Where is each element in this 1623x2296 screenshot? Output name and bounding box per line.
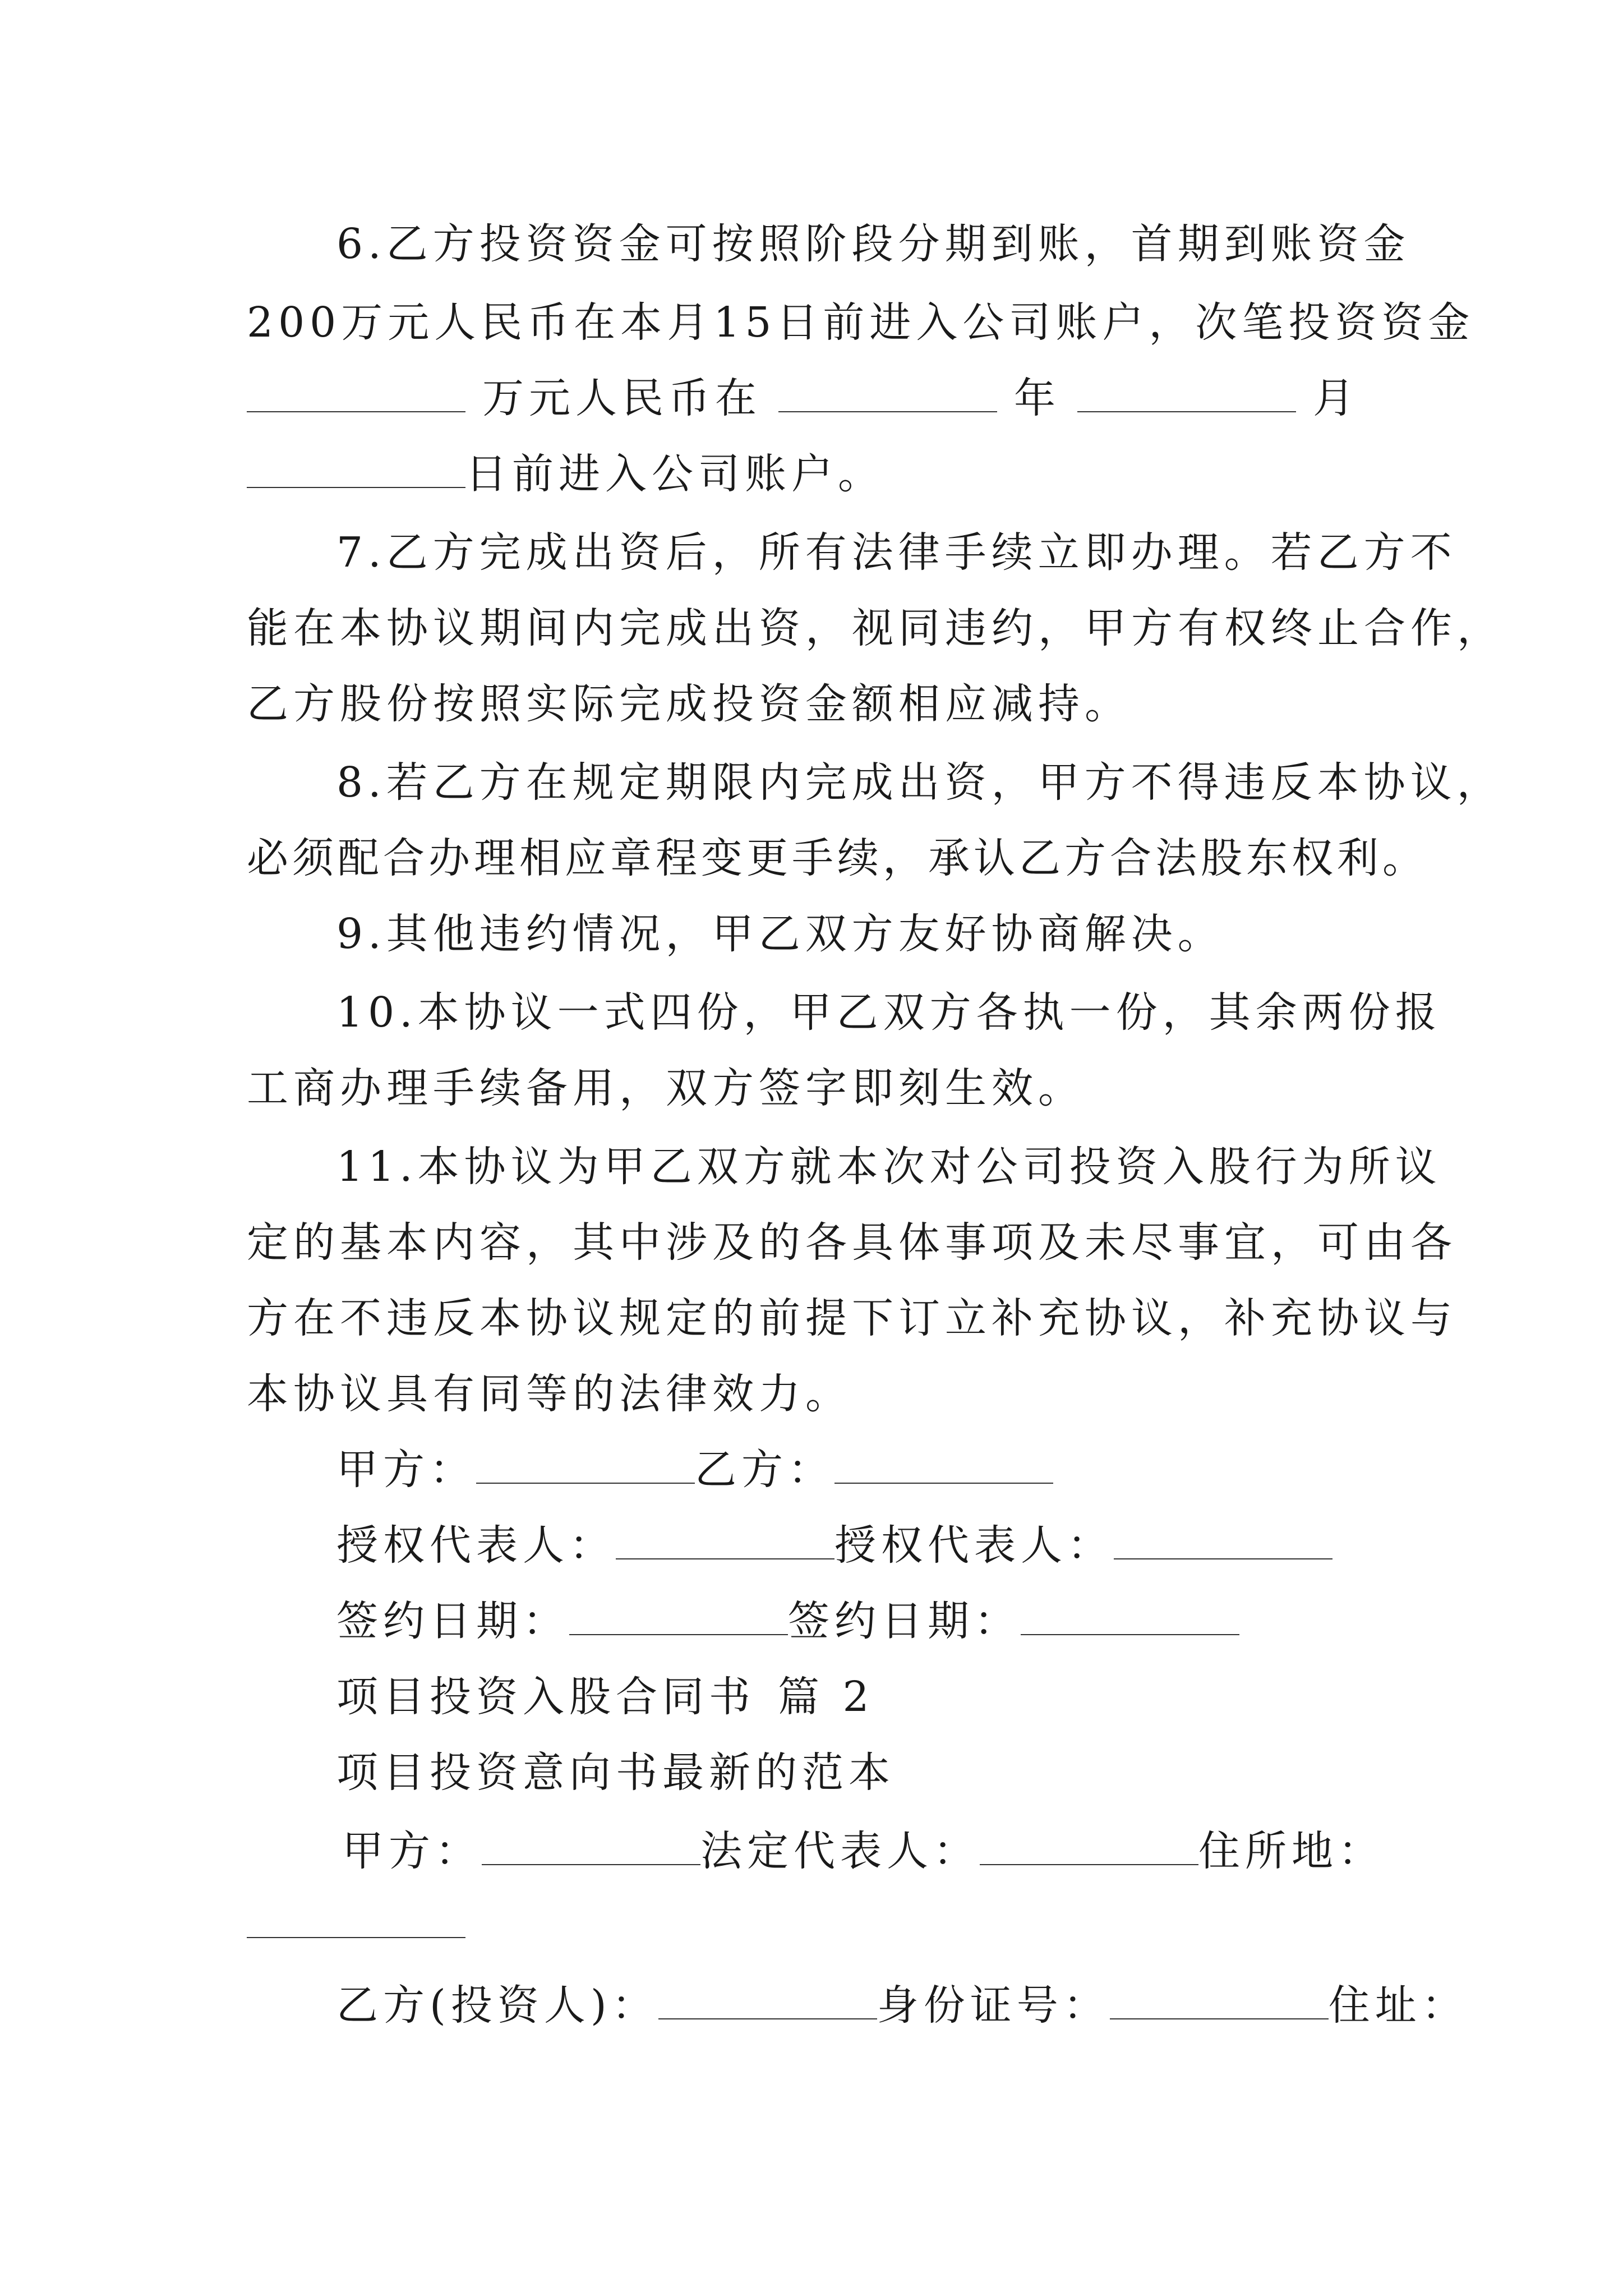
item6-line4-text: 日前进入公司账户。 <box>465 450 884 498</box>
item11-line1: 11.本协议为甲乙双方就本次对公司投资入股行为所议 <box>336 1143 1442 1191</box>
item8-line1: 8.若乙方在规定期限内完成出资，甲方不得违反本协议， <box>336 758 1504 807</box>
signature-reps <box>336 1517 1391 1573</box>
section2-title: 项目投资入股合同书 <box>336 1673 755 1721</box>
rep-b-label: 授权代表人： <box>834 1521 1114 1570</box>
address-a-label: 住所地： <box>1198 1827 1385 1875</box>
item10-line2: 工商办理手续备用，双方签字即刻生效。 <box>247 1064 1085 1112</box>
id-no-label: 身份证号： <box>877 1981 1110 2030</box>
item8-line2: 必须配合办理相应章程变更手续，承认乙方合法股东权利。 <box>247 834 1428 882</box>
year-blank[interactable] <box>778 375 997 412</box>
date-a-blank[interactable] <box>569 1598 788 1635</box>
item11-line3: 方在不违反本协议规定的前提下订立补充协议，补充协议与 <box>247 1294 1457 1342</box>
item6-line3 <box>247 370 1391 426</box>
party-b-info-blank[interactable] <box>658 1982 877 2019</box>
rep-a-label: 授权代表人： <box>336 1521 616 1570</box>
signature-dates <box>336 1593 1391 1649</box>
party-b-label: 乙方： <box>695 1446 834 1494</box>
date-b-blank[interactable] <box>1021 1598 1239 1635</box>
item6-line1: 6.乙方投资资金可按照阶段分期到账，首期到账资金 <box>336 220 1410 268</box>
date-a-label: 签约日期： <box>336 1597 569 1645</box>
item10-line1: 10.本协议一式四份，甲乙双方各执一份，其余两份报 <box>336 988 1442 1037</box>
signature-parties <box>336 1442 1391 1498</box>
party-b-info <box>336 1977 1468 2033</box>
party-b-blank[interactable] <box>834 1447 1053 1484</box>
party-a-blank[interactable] <box>476 1447 695 1484</box>
subtitle: 项目投资意向书最新的范本 <box>336 1749 895 1797</box>
item7-line2: 能在本协议期间内完成出资，视同违约，甲方有权终止合作， <box>247 604 1504 652</box>
rep-b-blank[interactable] <box>1114 1522 1332 1559</box>
id-no-blank[interactable] <box>1110 1982 1329 2019</box>
item6-line4 <box>247 446 1391 502</box>
section2-number: 篇 2 <box>778 1673 874 1721</box>
month-blank[interactable] <box>1077 375 1296 412</box>
rep-a-blank[interactable] <box>616 1522 834 1559</box>
section2-heading <box>336 1669 1391 1725</box>
address-a-line <box>247 1896 1391 1952</box>
party-a-info-label: 甲方： <box>342 1827 482 1875</box>
legal-rep-blank[interactable] <box>980 1828 1198 1865</box>
item7-line1: 7.乙方完成出资后，所有法律手续立即办理。若乙方不 <box>336 528 1457 577</box>
address-a-blank[interactable] <box>247 1901 465 1938</box>
party-b-info-label: 乙方(投资人)： <box>336 1981 658 2030</box>
item7-line3: 乙方股份按照实际完成投资金额相应减持。 <box>247 680 1131 728</box>
item6-line3-a: 万元人民币在 <box>482 374 762 422</box>
item11-line4: 本协议具有同等的法律效力。 <box>247 1370 852 1418</box>
party-a-info-blank[interactable] <box>482 1828 700 1865</box>
address-b-label: 住址： <box>1328 1981 1468 2030</box>
item11-line2: 定的基本内容，其中涉及的各具体事项及未尽事宜，可由各 <box>247 1218 1457 1267</box>
legal-rep-label: 法定代表人： <box>700 1827 980 1875</box>
item6-line3-c: 月 <box>1313 374 1359 422</box>
item6-line3-b: 年 <box>1014 374 1061 422</box>
item6-line2: 200万元人民币在本月15日前进入公司账户，次笔投资资金 <box>247 298 1475 347</box>
date-b-label: 签约日期： <box>788 1597 1021 1645</box>
party-a-info <box>342 1823 1396 1879</box>
item9-line: 9.其他违约情况，甲乙双方友好协商解决。 <box>336 910 1224 958</box>
day-blank[interactable] <box>247 451 465 488</box>
amount-blank[interactable] <box>247 375 465 412</box>
party-a-label: 甲方： <box>336 1446 476 1494</box>
